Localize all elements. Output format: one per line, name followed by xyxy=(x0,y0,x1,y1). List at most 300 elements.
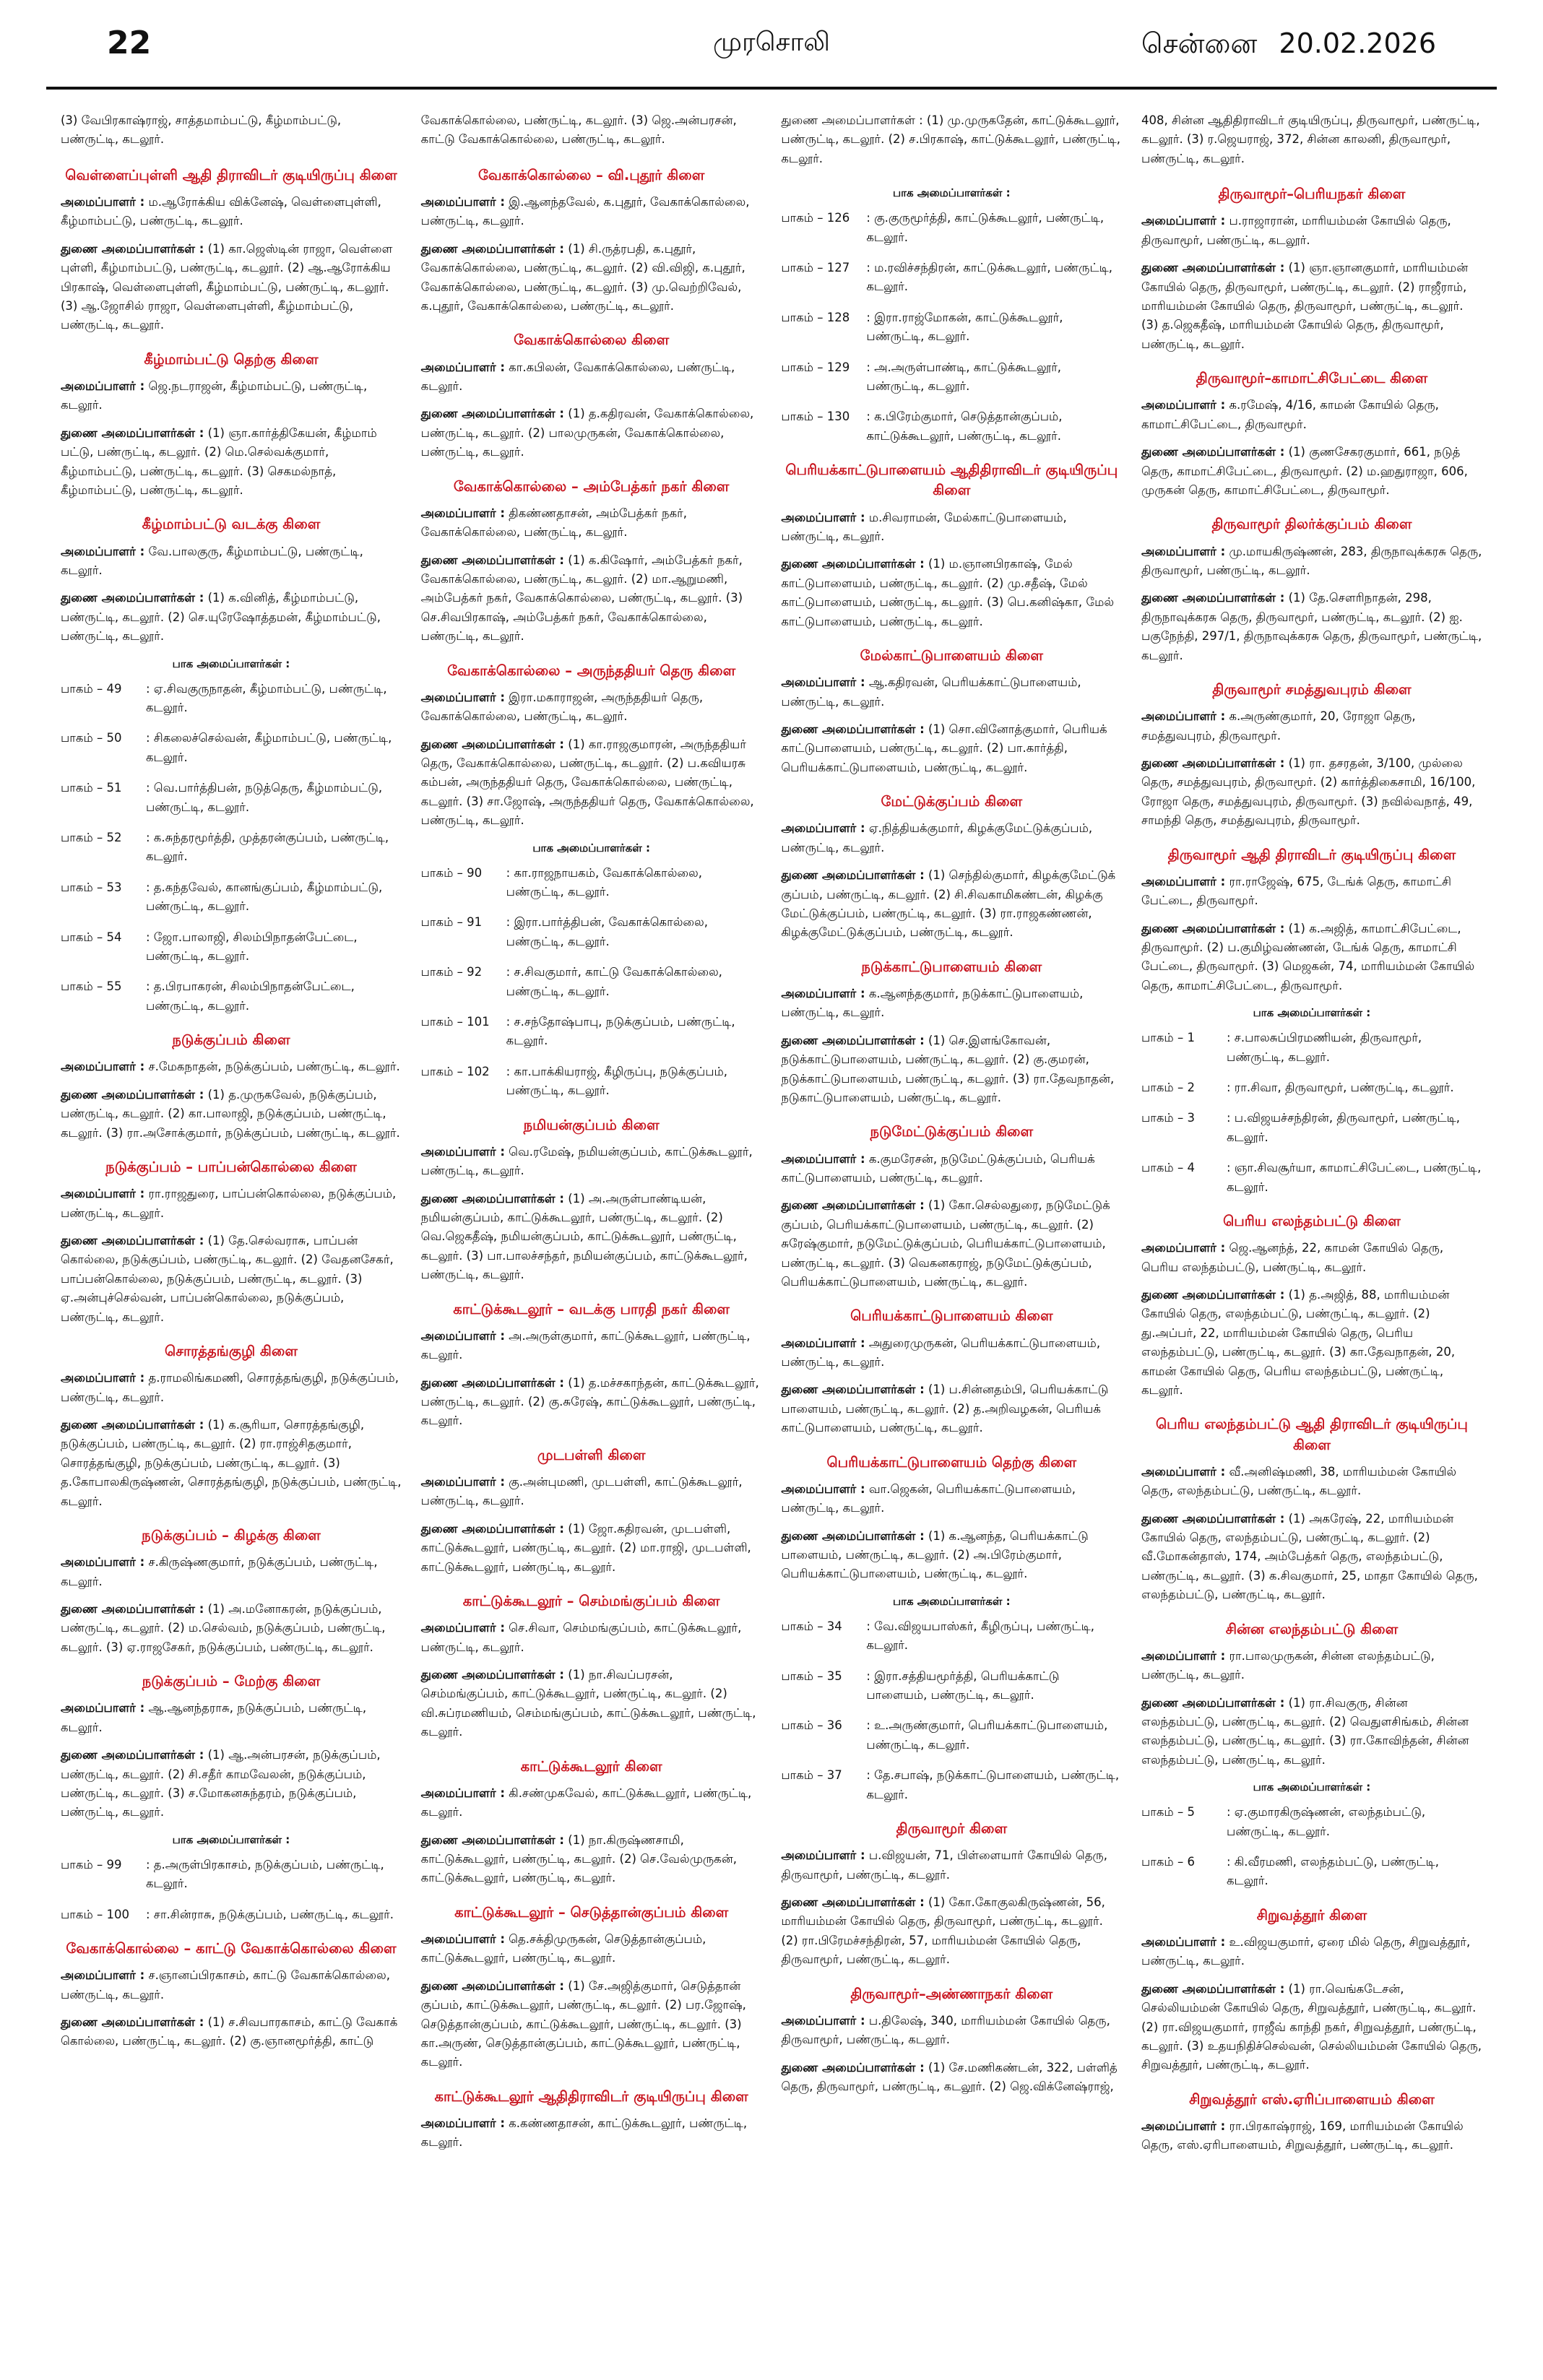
branch-block xyxy=(61,350,402,501)
member-names: க.குமரேசன், நடுமேட்டுக்குப்பம், பெரியக் காட்டுபாளையம், பண்ருட்டி, கடலூர். xyxy=(781,1151,1095,1185)
organizer-entry xyxy=(61,377,402,415)
organizer-entry xyxy=(781,2059,1122,2097)
organizer-entry xyxy=(781,1196,1122,1291)
pagam-row xyxy=(1141,1109,1482,1147)
branch-title: முடபள்ளி கிளை xyxy=(537,1446,646,1463)
pagam-number: பாகம் – 4 xyxy=(1141,1161,1195,1175)
branch-block xyxy=(61,165,402,335)
column-4 xyxy=(1141,111,1482,2170)
organizer-entry xyxy=(781,509,1122,547)
member-names: (1) கோ.கோகுலகிருஷ்ணன், 56, மாரியம்மன் கோயில் தெரு, திருவாமூர், பண்ருட்டி, கடலூர். (2) ரா.பிரேமச்சந்திரன், 57, மாரியம்மன் கோயில் தெரு, திருவாமூர், பண்ருட்டி, கடலூர். xyxy=(781,1895,1105,1967)
pagam-number: பாகம் – 5 xyxy=(1141,1805,1195,1819)
member-names: (1) செ.இளங்கோவன், நடுக்காட்டுபாளையம், பண்ருட்டி, கடலூர். (2) கு.குமரன், நடுக்காட்டுபாளையம், பண்ருட்டி, கடலூர். (3) ரா.தேவநாதன், நடுகாட்டுபாளையம், பண்ருட்டி, கடலூர். xyxy=(781,1033,1115,1104)
organizer-entry xyxy=(61,1746,402,1822)
pagam-row xyxy=(781,259,1122,297)
pagam-number: பாகம் – 126 xyxy=(781,211,850,225)
pagam-member: : வே.விஜயபாஸ்கர், கீழிருப்பு, பண்ருட்டி, கடலூர். xyxy=(866,1619,1095,1653)
organizer-entry xyxy=(421,404,762,462)
pagam-number: பாகம் – 55 xyxy=(61,979,122,994)
role-label: அமைப்பாளர் : xyxy=(420,1328,505,1343)
organizer-entry xyxy=(1141,1694,1482,1770)
branch-title: பெரிய எலந்தம்பட்டு ஆதி திராவிடர் குடியிருப்பு கிளை xyxy=(1155,1416,1468,1453)
branch-title: வெள்ளைப்புள்ளி ஆதி திராவிடர் குடியிருப்பு கிளை xyxy=(65,166,397,183)
member-names: (1) க.சூரியா, சொரத்தங்குழி, நடுக்குப்பம், பண்ருட்டி, கடலூர். (2) ரா.ராஜ்சிதகுமார், சொரத்தங்குழி, நடுக்குப்பம், பண்ருட்டி, கடலூர். (3) த.கோபாலகிருஷ்ணன், சொரத்தங்குழி, நடுக்குப்பம், பண்ருட்டி, கடலூர். xyxy=(61,1417,402,1508)
member-names: ச.ஞானப்பிரகாசம், காட்டு வேகாக்கொல்லை, பண்ருட்டி, கடலூர். xyxy=(61,1968,390,2002)
member-names: ஜெ.ஆனந்த், 22, காமன் கோயில் தெரு, பெரிய எலந்தம்பட்டு, பண்ருட்டி, கடலூர். xyxy=(1141,1241,1444,1274)
member-names: ச.மேகநாதன், நடுக்குப்பம், பண்ருட்டி, கடலூர். xyxy=(148,1060,400,1074)
organizer-entry xyxy=(781,819,1122,857)
branch-block xyxy=(781,1122,1122,1291)
pagam-row xyxy=(61,928,402,966)
member-names: (1) ரா. தசரதன், 3/100, முல்லை தெரு, சமத்துவபுரம், திருவாமூர். (2) கார்த்திகைசாமி, 16/100, ரோஜா தெரு, சமத்துவபுரம், திருவாமூர். (3) நவில்வநாத், 49, சாமந்தி தெரு, சமத்துவபுரம், திருவாமூர். xyxy=(1141,756,1476,828)
pagam-member: : ம.ரவிச்சந்திரன், காட்டுக்கூடலூர், பண்ருட்டி, கடலூர். xyxy=(866,260,1112,294)
role-label: அமைப்பாளர் : xyxy=(420,506,505,520)
pagam-member: : சா.சின்ராசு, நடுக்குப்பம், பண்ருட்டி, கடலூர். xyxy=(146,1907,394,1921)
pagam-row xyxy=(61,1856,402,1894)
role-label: துணை அமைப்பாளர்கள் : xyxy=(1141,1511,1285,1526)
branch-title: வேகாக்கொல்லை – காட்டு வேகாக்கொல்லை கிளை xyxy=(66,1939,397,1957)
branch-title: வேகாக்கொல்லை – வி.புதூர் கிளை xyxy=(478,166,705,183)
role-label: அமைப்பாளர் : xyxy=(61,1701,145,1715)
branch-block xyxy=(1141,1211,1482,1400)
member-names: ப.விஜயன், 71, பிள்ளையார் கோயில் தெரு, திருவாமூர், பண்ருட்டி, கடலூர். xyxy=(781,1848,1107,1882)
member-names: (1) ஞா.ஞானகுமார், மாரியம்மன் கோயில் தெரு, திருவாமூர், பண்ருட்டி, கடலூர். (2) ராஜீராம், மாரியம்மன் கோயில் தெரு, திருவாமூர், பண்ருட்டி, கடலூர். (3) த.ஜெகதீஷ், மாரியம்மன் கோயில் தெரு, திருவாமூர், பண்ருட்டி, கடலூர். xyxy=(1141,261,1469,351)
organizer-entry xyxy=(61,589,402,646)
member-names: ப.திலேஷ், 340, மாரியம்மன் கோயில் தெரு, திருவாமூர், பண்ருட்டி, கடலூர். xyxy=(781,2013,1110,2047)
branch-title: கீழ்மாம்பட்டு வடக்கு கிளை xyxy=(142,516,321,533)
member-names: செ.சிவா, செம்மங்குப்பம், காட்டுக்கூடலூர், பண்ருட்டி, கடலூர். xyxy=(420,1621,742,1654)
role-label: அமைப்பாளர் : xyxy=(781,675,865,690)
organizer-entry xyxy=(61,1057,402,1076)
organizer-entry xyxy=(1141,1239,1482,1277)
pagam-member: : க.சுந்தரமூர்த்தி, முத்தரன்குப்பம், பண்ருட்டி, கடலூர். xyxy=(146,830,389,864)
pagam-row xyxy=(1141,1159,1482,1197)
pagam-number: பாகம் – 34 xyxy=(781,1619,842,1633)
organizer-entry xyxy=(61,1369,402,1407)
page-number: 22 xyxy=(107,25,152,61)
organizer-entry xyxy=(421,1977,762,2072)
branch-block xyxy=(421,661,762,1101)
pagam-row xyxy=(421,963,762,1001)
role-label: அமைப்பாளர் : xyxy=(61,1555,145,1570)
role-label: துணை அமைப்பாளர்கள் : xyxy=(420,1668,565,1682)
branch-block xyxy=(781,460,1122,631)
member-names: (1) த.மச்சகாந்தன், காட்டுக்கூடலூர், பண்ருட்டி, கடலூர். (2) கு.சுரேஷ், காட்டுக்கூடலூர், பண்ருட்டி, கடலூர். xyxy=(420,1375,759,1428)
member-names: (1) செந்தில்குமார், கிழக்குமேட்டுக் குப்பம், பண்ருட்டி, கடலூர். (2) சி.சிவகாமிகண்டன், கிழக்கு மேட்டுக்குப்பம், பண்ருட்டி, கடலூர். (3) ரா.ராஜகண்ணன், கிழக்குமேட்டுக்குப்பம், பண்ருட்டி, கடலூர். xyxy=(781,868,1116,940)
organizer-entry xyxy=(1141,1286,1482,1400)
role-label: அமைப்பாளர் : xyxy=(420,1621,505,1635)
organizer-entry xyxy=(61,1966,402,2004)
member-names: க.ஆனந்தகுமார், நடுக்காட்டுபாளையம், பண்ருட்டி, கடலூர். xyxy=(781,987,1084,1020)
pagam-heading: பாக அமைப்பாளர்கள் : xyxy=(1253,1780,1371,1794)
member-names: க.கண்ணதாசன், காட்டுக்கூடலூர், பண்ருட்டி, கடலூர். xyxy=(420,2116,748,2150)
organizer-entry xyxy=(1141,1980,1482,2075)
pagam-number: பாகம் – 99 xyxy=(61,1857,122,1871)
pagam-member: : ஞா.சிவசூர்யா, காமாட்சிபேட்டை, பண்ருட்டி, கடலூர். xyxy=(1226,1161,1482,1194)
branch-block xyxy=(1141,2090,1482,2155)
role-label: அமைப்பாளர் : xyxy=(1141,1935,1226,1950)
branch-title: கீழ்மாம்பட்டு தெற்கு கிளை xyxy=(144,350,319,368)
branch-block xyxy=(1141,184,1482,354)
organizer-entry xyxy=(781,673,1122,711)
member-names: வே.பாலகுரு, கீழ்மாம்பட்டு, பண்ருட்டி, கடலூர். xyxy=(61,544,363,578)
organizer-entry xyxy=(781,1334,1122,1372)
role-label: துணை அமைப்பாளர்கள் : xyxy=(61,1233,204,1247)
member-names: திகண்ணதாசன், அம்பேத்கர் நகர், வேகாக்கொல்லை, பண்ருட்டி, கடலூர். xyxy=(420,506,688,540)
branch-title: நடுக்காட்டுபாளையம் கிளை xyxy=(861,958,1042,975)
pagam-row xyxy=(1141,1853,1482,1891)
organizer-entry xyxy=(781,1893,1122,1970)
branch-block xyxy=(1141,1414,1482,1604)
branch-block xyxy=(61,1030,402,1143)
member-names: (1) நா.கிருஷ்ணசாமி, காட்டுக்கூடலூர், பண்ருட்டி, கடலூர். (2) செ.வேல்முருகன், காட்டுக்கூடலூர், பண்ருட்டி, கடலூர். xyxy=(420,1832,737,1885)
role-label: அமைப்பாளர் : xyxy=(61,1371,145,1385)
role-label: துணை அமைப்பாளர்கள் : xyxy=(61,1601,204,1616)
member-names: ம.ஆரோக்கிய விக்னேஷ், வெள்ளைபுள்ளி, கீழ்மாம்பட்டு, பண்ருட்டி, கடலூர். xyxy=(61,195,381,228)
organizer-entry xyxy=(781,866,1122,943)
pagam-number: பாகம் – 90 xyxy=(420,865,483,880)
organizer-entry xyxy=(421,1930,762,1968)
branch-title: நடுக்குப்பம் – மேற்கு கிளை xyxy=(142,1673,321,1690)
pagam-heading: பாக அமைப்பாளர்கள் : xyxy=(172,1832,290,1846)
member-names: (1) ச.சிவபாரகாசம், காட்டு வேகாக் கொல்லை, பண்ருட்டி, கடலூர். (2) கு.ஞானமூர்த்தி, காட்டு xyxy=(61,2015,398,2048)
branch-block xyxy=(421,1299,762,1431)
branch-title: திருவாமூர் ஆதி திராவிடர் குடியிருப்பு கிளை xyxy=(1167,846,1456,863)
branch-block xyxy=(781,1819,1122,1970)
role-label: அமைப்பாளர் : xyxy=(781,1151,865,1166)
organizer-entry xyxy=(421,1143,762,1181)
member-names: (1) த.கதிரவன், வேகாக்கொல்லை, பண்ருட்டி, கடலூர். (2) பாலமுருகன், வேகாக்கொல்லை, பண்ருட்டி, கடலூர். xyxy=(420,407,754,459)
role-label: துணை அமைப்பாளர்கள் : xyxy=(781,868,925,883)
organizer-entry xyxy=(421,1831,762,1888)
member-names: மு.மாயகிருஷ்ணன், 283, திருநாவுக்கரசு தெரு, திருவாமூர், பண்ருட்டி, கடலூர். xyxy=(1141,544,1482,578)
role-label: துணை அமைப்பாளர்கள் : xyxy=(61,241,204,256)
organizer-entry xyxy=(61,193,402,231)
pagam-member: : த.பிரபாகரன், சிலம்பிநாதன்பேட்டை, பண்ருட்டி, கடலூர். xyxy=(146,979,355,1013)
pagam-member: : கா.ராஜநாயகம், வேகாக்கொல்லை, பண்ருட்டி, கடலூர். xyxy=(506,865,702,899)
pagam-row xyxy=(61,680,402,718)
branch-title: வேகாக்கொல்லை – அம்பேத்கர் நகர் கிளை xyxy=(453,477,730,495)
role-label: துணை அமைப்பாளர்கள் : xyxy=(61,591,204,605)
column-1 xyxy=(61,111,402,2170)
role-label: துணை அமைப்பாளர்கள் : xyxy=(781,1382,925,1397)
branch-title: சின்ன எலந்தம்பட்டு கிளை xyxy=(1225,1620,1399,1637)
branch-title: காட்டுக்கூடலூர் – செடுத்தான்குப்பம் கிளை xyxy=(454,1903,729,1921)
column-2 xyxy=(421,111,762,2170)
city: சென்னை xyxy=(1141,27,1258,59)
branch-block xyxy=(421,477,762,646)
branch-block xyxy=(781,1306,1122,1437)
branch-title: நடுக்குப்பம் – கிழக்கு கிளை xyxy=(142,1526,321,1544)
organizer-entry xyxy=(421,551,762,646)
organizer-entry xyxy=(61,1416,402,1511)
organizer-entry xyxy=(1141,1933,1482,1971)
branch-block xyxy=(61,1671,402,1924)
pagam-number: பாகம் – 52 xyxy=(61,830,122,844)
role-label: துணை அமைப்பாளர்கள் : xyxy=(61,1087,204,1102)
pagam-member: : இரா.ராஜ்மோகன், காட்டுக்கூடலூர், பண்ருட்டி, கடலூர். xyxy=(866,310,1063,344)
branch-title: திருவாமூர்–அண்ணாநகர் கிளை xyxy=(850,1985,1053,2002)
branch-block xyxy=(421,1757,762,1888)
pagam-number: பாகம் – 6 xyxy=(1141,1855,1195,1869)
branch-block xyxy=(61,1526,402,1657)
pagam-row xyxy=(421,1013,762,1051)
branch-title: வேகாக்கொல்லை – அருந்ததியர் தெரு கிளை xyxy=(447,662,736,679)
organizer-entry xyxy=(1141,919,1482,996)
branch-title: நடுக்குப்பம் கிளை xyxy=(172,1031,290,1049)
pagam-member: : ஜோ.பாலாஜி, சிலம்பிநாதன்பேட்டை, பண்ருட்டி, கடலூர். xyxy=(146,930,358,963)
role-label: அமைப்பாளர் : xyxy=(781,821,865,836)
member-names: (1) ஆ.அன்பரசன், நடுக்குப்பம், பண்ருட்டி, கடலூர். (2) சி.சதீர் காமவேலன், நடுக்குப்பம், பண்ருட்டி, கடலூர். (3) ச.மோகனசுந்தரம், நடுக்குப்பம், பண்ருட்டி, கடலூர். xyxy=(61,1748,381,1819)
branch-block xyxy=(421,1445,762,1577)
role-label: துணை அமைப்பாளர்கள் : xyxy=(1141,591,1285,605)
member-names: (1) சே.அஜித்குமார், செடுத்தான் குப்பம், காட்டுக்கூடலூர், பண்ருட்டி, கடலூர். (2) பர.ஜோஷ், செடுத்தான்குப்பம், காட்டுக்கூடலூர், பண்ருட்டி, கடலூர். (3) கா.அருண், செடுத்தான்குப்பம், காட்டுக்கூடலூர், பண்ருட்டி, கடலூர். xyxy=(420,1978,746,2069)
member-names: கி.சண்முகவேல், காட்டுக்கூடலூர், பண்ருட்டி, கடலூர். xyxy=(420,1786,752,1819)
pagam-member: : த.அருள்பிரகாசம், நடுக்குப்பம், பண்ருட்டி, கடலூர். xyxy=(146,1857,384,1891)
member-names: (1) நா.சிவப்பரசன், செம்மங்குப்பம், காட்டுக்கூடலூர், பண்ருட்டி, கடலூர். (2) வி.சுப்ரமணியம், செம்மங்குப்பம், காட்டுக்கூடலூர், பண்ருட்டி, கடலூர். xyxy=(420,1668,756,1739)
role-label: அமைப்பாளர் : xyxy=(420,195,505,209)
role-label: துணை அமைப்பாளர்கள் : xyxy=(1141,1981,1285,1996)
member-names: அதுரைமுருகன், பெரியக்காட்டுபாளையம், பண்ருட்டி, கடலூர். xyxy=(781,1336,1101,1369)
branch-block xyxy=(61,1341,402,1511)
organizer-entry xyxy=(61,424,402,501)
pagam-member: : ஏ.சிவகுருநாதன், கீழ்மாம்பட்டு, பண்ருட்டி, கடலூர். xyxy=(146,681,387,714)
role-label: அமைப்பாளர் : xyxy=(1141,398,1226,412)
organizer-entry xyxy=(781,720,1122,777)
organizer-entry xyxy=(781,985,1122,1023)
branch-title: பெரியக்காட்டுபாளையம் தெற்கு கிளை xyxy=(826,1453,1077,1471)
organizer-entry xyxy=(781,1527,1122,1584)
member-names: உ.விஜயகுமார், ஏரை மில் தெரு, சிறுவத்தூர், பண்ருட்டி, கடலூர். xyxy=(1141,1935,1471,1968)
pagam-row xyxy=(781,1766,1122,1804)
pagam-row xyxy=(421,1063,762,1101)
pagam-row xyxy=(781,209,1122,247)
pagam-member: : த.கந்தவேல், கானங்குப்பம், கீழ்மாம்பட்டு, பண்ருட்டி, கடலூர். xyxy=(146,880,383,914)
role-label: அமைப்பாளர் : xyxy=(420,1932,505,1947)
pagam-member: : கா.பாக்கியராஜ், கீழிருப்பு, நடுக்குப்பம், பண்ருட்டி, கடலூர். xyxy=(506,1064,728,1098)
member-names: (1) க.கிஷோர், அம்பேத்கர் நகர், வேகாக்கொல்லை, பண்ருட்டி, கடலூர். (2) மா.ஆறுமணி, அம்பேத்கர் நகர், வேகாக்கொல்லை, பண்ருட்டி, கடலூர். (3) செ.சிவபிரகாஷ், அம்பேத்கர் நகர், வேகாக்கொல்லை, பண்ருட்டி, கடலூர். xyxy=(420,553,743,644)
pagam-number: பாகம் – 53 xyxy=(61,880,122,894)
branch-title: பெரியக்காட்டுபாளையம் ஆதிதிராவிடர் குடியிருப்பு கிளை xyxy=(785,462,1118,499)
role-label: துணை அமைப்பாளர்கள் : xyxy=(1141,1695,1285,1710)
member-names: தெ.சக்திமுருகன், செடுத்தான்குப்பம், காட்டுக்கூடலூர், பண்ருட்டி, கடலூர். xyxy=(420,1932,706,1965)
pagam-number: பாகம் – 91 xyxy=(420,915,483,930)
member-names: த.ராமலிங்கமணி, சொரத்தங்குழி, நடுக்குப்பம், பண்ருட்டி, கடலூர். xyxy=(61,1371,399,1404)
branch-block xyxy=(781,646,1122,777)
pagam-heading: பாக அமைப்பாளர்கள் : xyxy=(892,1594,1011,1608)
pagam-row xyxy=(781,308,1122,347)
branch-block xyxy=(781,184,1122,446)
pagam-row xyxy=(421,864,762,902)
role-label: அமைப்பாளர் : xyxy=(781,1336,865,1350)
role-label: அமைப்பாளர் : xyxy=(61,195,145,209)
organizer-entry xyxy=(421,2114,762,2152)
role-label: அமைப்பாளர் : xyxy=(61,544,145,558)
member-names: வா.ஜெகன், பெரியக்காட்டுபாளையம், பண்ருட்டி, கடலூர். xyxy=(781,1481,1076,1515)
branch-block xyxy=(1141,368,1482,500)
branch-title: வேகாக்கொல்லை கிளை xyxy=(514,332,670,349)
member-names: (1) த.முருகவேல், நடுக்குப்பம், பண்ருட்டி, கடலூர். (2) கா.பாலாஜி, நடுக்குப்பம், பண்ருட்டி, கடலூர். (3) ரா.அசோக்குமார், நடுக்குப்பம், பண்ருட்டி, கடலூர். xyxy=(61,1087,400,1140)
pagam-member: : ச.சந்தோஷ்பாபு, நடுக்குப்பம், பண்ருட்டி, கடலூர். xyxy=(506,1014,735,1048)
pagam-member: : ரா.சிவா, திருவாமூர், பண்ருட்டி, கடலூர். xyxy=(1226,1081,1454,1094)
branch-title: நடுமேட்டுக்குப்பம் கிளை xyxy=(870,1123,1034,1141)
organizer-entry xyxy=(61,240,402,335)
pagam-number: பாகம் – 101 xyxy=(420,1014,490,1029)
pagam-number: பாகம் – 102 xyxy=(420,1064,490,1078)
organizer-entry xyxy=(1141,707,1482,745)
member-names: (1) அகரேஷ், 22, மாரியம்மன் கோயில் தெரு, எலந்தம்பட்டு, பண்ருட்டி, கடலூர். (2) வீ.மோகன்தாஸ், 174, அம்பேத்கர் தெரு, எலந்தம்பட்டு, பண்ருட்டி, கடலூர். (3) க.சிவகுமார், 25, மாதா கோயில் தெரு, எலந்தம்பட்டு, பண்ருட்டி, கடலூர். xyxy=(1141,1511,1478,1602)
role-label: துணை அமைப்பாளர்கள் : xyxy=(61,425,204,440)
role-label: துணை அமைப்பாளர்கள் : xyxy=(1141,261,1285,275)
branch-block xyxy=(1141,680,1482,831)
role-label: அமைப்பாளர் : xyxy=(1141,709,1226,724)
role-label: அமைப்பாளர் : xyxy=(61,379,145,394)
pagam-member: : சிகலைச்செல்வன், கீழ்மாம்பட்டு, பண்ருட்டி, கடலூர். xyxy=(146,731,392,764)
branch-title: மேட்டுக்குப்பம் கிளை xyxy=(881,793,1023,810)
role-label: துணை அமைப்பாளர்கள் : xyxy=(1141,921,1285,935)
role-label: அமைப்பாளர் : xyxy=(61,1187,145,1201)
branch-block xyxy=(1141,514,1482,665)
member-names: ரா.ராஜேஷ், 675, டேங்க் தெரு, காமாட்சி பேட்டை, திருவாமூர். xyxy=(1141,874,1452,908)
organizer-entry xyxy=(1141,212,1482,250)
organizer-entry xyxy=(421,1327,762,1365)
branch-title: நமியன்குப்பம் கிளை xyxy=(523,1116,660,1133)
member-names: ரா.பாலமுருகன், சின்ன எலந்தம்பட்டு, பண்ருட்டி, கடலூர். xyxy=(1141,1648,1435,1682)
organizer-entry xyxy=(421,1374,762,1431)
role-label: அமைப்பாளர் : xyxy=(420,1144,505,1159)
role-label: அமைப்பாளர் : xyxy=(420,690,505,704)
pagam-member: : உ.அருண்குமார், பெரியக்காட்டுபாளையம், பண்ருட்டி, கடலூர். xyxy=(866,1718,1108,1752)
organizer-entry xyxy=(1141,1463,1482,1501)
organizer-entry xyxy=(781,1031,1122,1108)
column-3 xyxy=(781,111,1122,2170)
role-label: துணை அமைப்பாளர்கள் : xyxy=(420,1375,565,1390)
pagam-number: பாகம் – 49 xyxy=(61,681,122,696)
pagam-row xyxy=(61,828,402,867)
organizer-entry xyxy=(781,1380,1122,1437)
column-intro: வேகாக்கொல்லை, பண்ருட்டி, கடலூர். (3) ஜெ.அன்பரசன், காட்டு வேகாக்கொல்லை, பண்ருட்டி, கடலூர். xyxy=(420,113,737,147)
branch-block xyxy=(781,1984,1122,2097)
role-label: துணை அமைப்பாளர்கள் : xyxy=(420,1521,565,1536)
organizer-entry xyxy=(61,1699,402,1737)
role-label: அமைப்பாளர் : xyxy=(420,1475,505,1489)
organizer-entry xyxy=(421,358,762,397)
pagam-number: பாகம் – 127 xyxy=(781,260,850,274)
pagam-member: : இரா.சத்தியமூர்த்தி, பெரியக்காட்டு பாளையம், பண்ருட்டி, கடலூர். xyxy=(866,1669,1060,1702)
organizer-entry xyxy=(781,555,1122,631)
pagam-number: பாகம் – 92 xyxy=(420,965,483,979)
role-label: துணை அமைப்பாளர்கள் : xyxy=(61,1417,204,1432)
organizer-entry xyxy=(421,1520,762,1577)
member-names: (1) தே.சௌரிநாதன், 298, திருநாவுக்கரசு தெரு, திருவாமூர், பண்ருட்டி, கடலூர். (2) ஐ. பகுநேந்தி, 297/1, திருநாவுக்கரசு தெரு, திருவாமூர், பண்ருட்டி, கடலூர். xyxy=(1141,591,1482,662)
role-label: துணை அமைப்பாளர்கள் : xyxy=(781,2060,925,2074)
role-label: துணை அமைப்பாளர்கள் : xyxy=(781,1198,925,1213)
pagam-row xyxy=(61,977,402,1016)
organizer-entry xyxy=(1141,396,1482,434)
pagam-row xyxy=(1141,1803,1482,1841)
pagam-member: : ச.சிவகுமார், காட்டு வேகாக்கொல்லை, பண்ருட்டி, கடலூர். xyxy=(506,965,722,998)
organizer-entry xyxy=(61,1553,402,1591)
branch-title: நடுக்குப்பம் – பாப்பன்கொல்லை கிளை xyxy=(105,1158,357,1175)
role-label: துணை அமைப்பாளர்கள் : xyxy=(61,1748,204,1762)
pagam-number: பாகம் – 3 xyxy=(1141,1111,1195,1125)
pagam-member: : இரா.பார்த்திபன், வேகாக்கொல்லை, பண்ருட்டி, கடலூர். xyxy=(506,915,708,948)
branch-title: மேல்காட்டுபாளையம் கிளை xyxy=(860,646,1043,664)
pagam-member: : ஏ.குமாரகிருஷ்ணன், எலந்தம்பட்டு, பண்ருட்டி, கடலூர். xyxy=(1226,1805,1426,1838)
role-label: அமைப்பாளர் : xyxy=(781,987,865,1001)
newspaper-name: முரசொலி xyxy=(713,27,830,57)
role-label: துணை அமைப்பாளர்கள் : xyxy=(781,1895,925,1909)
branch-block xyxy=(781,957,1122,1108)
column-intro: துணை அமைப்பாளர்கள் : (1) மு.முருகதேன், காட்டுக்கூடலூர், பண்ருட்டி, கடலூர். (2) ச.பிரகாஷ், காட்டுக்கூடலூர், பண்ருட்டி, கடலூர். xyxy=(781,113,1120,165)
masthead xyxy=(46,0,1497,90)
pagam-number: பாகம் – 128 xyxy=(781,310,850,324)
branch-block xyxy=(1141,845,1482,1197)
branch-title: காட்டுக்கூடலூர் – செம்மங்குப்பம் கிளை xyxy=(462,1592,720,1609)
pagam-number: பாகம் – 37 xyxy=(781,1768,842,1783)
branch-title: பெரியக்காட்டுபாளையம் கிளை xyxy=(850,1307,1053,1325)
member-names: இ.ஆனந்தவேல், க.புதூர், வேகாக்கொல்லை, பண்ருட்டி, கடலூர். xyxy=(420,195,750,228)
organizer-entry xyxy=(421,240,762,316)
role-label: அமைப்பாளர் : xyxy=(420,360,505,374)
issue-date: 20.02.2026 xyxy=(1279,27,1436,59)
role-label: துணை அமைப்பாளர்கள் : xyxy=(420,1832,565,1847)
member-names: ரா.ராஜதுரை, பாப்பன்கொல்லை, நடுக்குப்பம், பண்ருட்டி, கடலூர். xyxy=(61,1187,397,1220)
organizer-entry xyxy=(61,1232,402,1327)
member-names: (1) க.வினித், கீழ்மாம்பட்டு, பண்ருட்டி, கடலூர். (2) செ.யுரேஷோத்தமன், கீழ்மாம்பட்டு, பண்ருட்டி, கடலூர். xyxy=(61,591,381,644)
member-names: (1) க.ஆனந்த, பெரியக்காட்டு பாளையம், பண்ருட்டி, கடலூர். (2) அ.பிரேம்குமார், பெரியக்காட்டுபாளையம், பண்ருட்டி, கடலூர். xyxy=(781,1528,1089,1581)
branch-block xyxy=(421,165,762,316)
member-names: (1) ம.ஞானபிரகாஷ், மேல் காட்டுபாளையம், பண்ருட்டி, கடலூர். (2) மு.சதீஷ், மேல் காட்டுபாளையம், பண்ருட்டி, கடலூர். (3) பெ.கனிஷ்கா, மேல் காட்டுபாளையம், பண்ருட்டி, கடலூர். xyxy=(781,557,1115,628)
role-label: துணை அமைப்பாளர்கள் : xyxy=(1141,1288,1285,1302)
role-label: அமைப்பாளர் : xyxy=(781,1481,865,1496)
role-label: அமைப்பாளர் : xyxy=(420,2116,505,2131)
branch-block xyxy=(421,1591,762,1742)
branch-title: திருவாமூர்–பெரியநகர் கிளை xyxy=(1218,186,1406,203)
member-names: (1) க.அஜித், காமாட்சிபேட்டை, திருவாமூர். (2) ப.குமிழ்வண்ணன், டேங்க் தெரு, காமாட்சி பேட்டை, திருவாமூர். (3) மெஜகன், 74, மாரியம்மன் கோயில் தெரு, காமாட்சிபேட்டை, திருவாமூர். xyxy=(1141,921,1475,992)
organizer-entry xyxy=(1141,542,1482,581)
branch-block xyxy=(421,330,762,462)
pagam-member: : க.பிரேம்குமார், செடுத்தான்குப்பம், காட்டுக்கூடலூர், பண்ருட்டி, கடலூர். xyxy=(866,410,1063,443)
organizer-entry xyxy=(421,1666,762,1742)
branch-block xyxy=(1141,1619,1482,1891)
pagam-number: பாகம் – 100 xyxy=(61,1907,129,1921)
branch-block xyxy=(1141,1905,1482,2075)
branch-block xyxy=(781,792,1122,943)
branch-title: சிறுவத்தூர் கிளை xyxy=(1256,1906,1367,1924)
organizer-entry xyxy=(781,1480,1122,1518)
member-names: (1) அ.அருள்பாண்டியன், நமியன்குப்பம், காட்டுக்கூடலூர், பண்ருட்டி, கடலூர். (2) வெ.ஜெகதீஷ், நமியன்குப்பம், காட்டுக்கூடலூர், பண்ருட்டி, கடலூர். (3) பா.பாலச்சந்தர், நமியன்குப்பம், காட்டுக்கூடலூர், பண்ருட்டி, கடலூர். xyxy=(420,1191,748,1282)
pagam-number: பாகம் – 51 xyxy=(61,781,122,795)
role-label: அமைப்பாளர் : xyxy=(1141,214,1226,228)
organizer-entry xyxy=(781,1150,1122,1188)
member-names: (1) ஜோ.கதிரவன், முடபள்ளி, காட்டுக்கூடலூர், பண்ருட்டி, கடலூர். (2) மா.ராஜி, முடபள்ளி, காட்டுக்கூடலூர், பண்ருட்டி, கடலூர். xyxy=(420,1521,751,1574)
organizer-entry xyxy=(1141,1647,1482,1685)
pagam-number: பாகம் – 129 xyxy=(781,360,850,374)
column-intro: 408, சின்ன ஆதிதிராவிடர் குடியிருப்பு, திருவாமூர், பண்ருட்டி, கடலூர். (3) ர.ஜெயராஜ், 372, சின்ன காலனி, திருவாமூர், பண்ருட்டி, கடலூர். xyxy=(1141,113,1480,165)
member-names: ச.கிருஷ்ணகுமார், நடுக்குப்பம், பண்ருட்டி, கடலூர். xyxy=(61,1555,378,1588)
member-names: (1) சி.ருத்ரபதி, க.புதூர், வேகாக்கொல்லை, பண்ருட்டி, கடலூர். (2) வி.விஜி, க.புதூர், வேகாக்கொல்லை, பண்ருட்டி, கடலூர். (3) மு.வெற்றிவேல், க.புதூர், வேகாக்கொல்லை, பண்ருட்டி, கடலூர். xyxy=(420,241,745,313)
member-names: இரா.மகாராஜன், அருந்ததியர் தெரு, வேகாக்கொல்லை, பண்ருட்டி, கடலூர். xyxy=(420,690,704,724)
organizer-entry xyxy=(1141,1510,1482,1605)
pagam-member: : ச.பாலசுப்பிரமணியன், திருவாமூர், பண்ருட்டி, கடலூர். xyxy=(1226,1031,1422,1064)
role-label: துணை அமைப்பாளர்கள் : xyxy=(420,553,565,567)
pagam-heading: பாக அமைப்பாளர்கள் : xyxy=(532,841,650,854)
member-names: ரா.பிரகாஷ்ராஜ், 169, மாரியம்மன் கோயில் தெரு, எஸ்.ஏரிபாளையம், சிறுவத்தூர், பண்ருட்டி, கடலூர். xyxy=(1141,2119,1464,2152)
pagam-number: பாகம் – 50 xyxy=(61,731,122,745)
member-names: (1) சே.மணிகண்டன், 322, பள்ளித் தெரு, திருவாமூர், பண்ருட்டி, கடலூர். (2) ஜெ.விக்னேஷ்ராஜ், xyxy=(781,2060,1118,2093)
pagam-member: : ப.விஜயச்சந்திரன், திருவாமூர், பண்ருட்டி, கடலூர். xyxy=(1226,1111,1461,1144)
